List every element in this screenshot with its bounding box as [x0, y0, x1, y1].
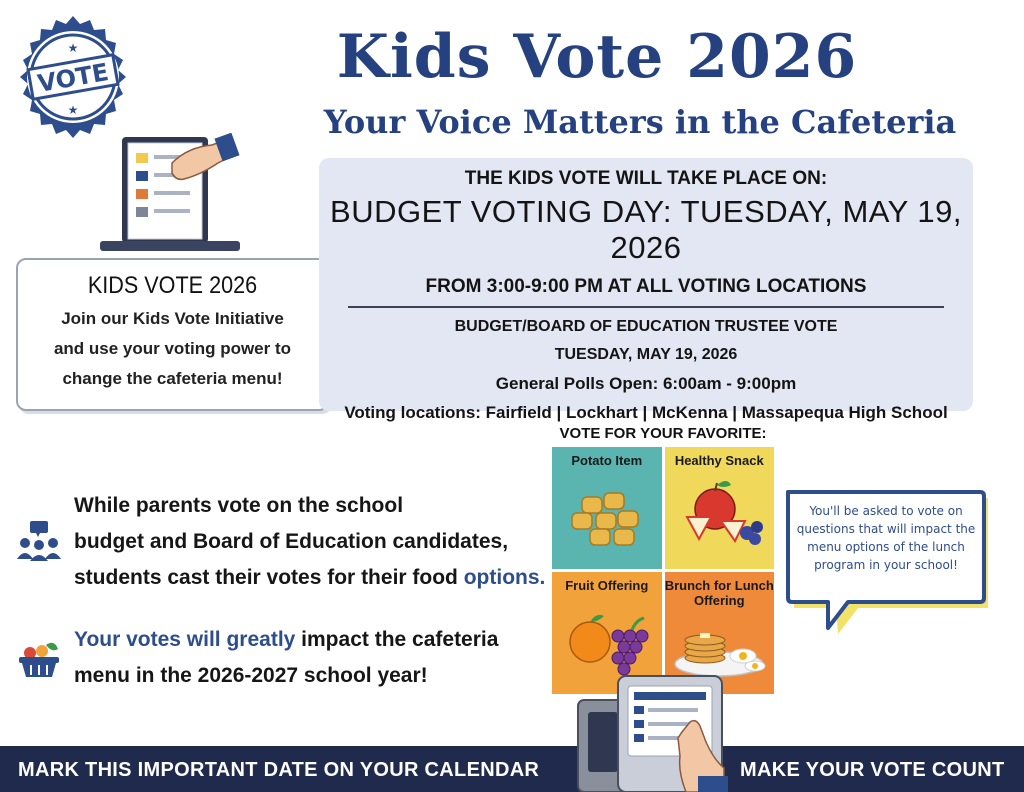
info-date-headline: BUDGET VOTING DAY: TUESDAY, MAY 19, 2026: [330, 194, 962, 265]
card-line-2: and use your voting power to: [53, 339, 292, 358]
event-info-box: [319, 158, 973, 422]
food-option-potato: [552, 447, 662, 569]
footer-vote-count: MAKE YOUR VOTE COUNT: [740, 759, 1005, 781]
stamp-text: VOTE: [35, 58, 111, 98]
voting-machine-icon: [574, 672, 734, 792]
food-options-grid: [552, 447, 774, 694]
page-title: Kids Vote 2026: [336, 22, 858, 92]
people-discussion-icon: [16, 519, 62, 565]
kids-vote-card: [16, 258, 329, 411]
bullet1-options: options.: [463, 566, 546, 589]
brunch-label: Brunch for Lunch Offering: [664, 578, 774, 608]
info-time: FROM 3:00-9:00 PM AT ALL VOTING LOCATIONS: [425, 276, 867, 297]
bullet1-line3: students cast their votes for their food: [74, 566, 464, 589]
food-basket-icon: [16, 635, 62, 681]
fruit-label: Fruit Offering: [565, 578, 649, 593]
favorites-label: VOTE FOR YOUR FAVORITE:: [559, 425, 767, 442]
bubble-text: You'll be asked to vote on questions that will impact the menu options of the lunch program in your school!: [796, 504, 976, 572]
info-poll-hours: General Polls Open: 6:00am - 9:00pm: [495, 374, 797, 393]
bullet2-emphasis: Your votes will greatly: [74, 628, 296, 651]
snack-label: Healthy Snack: [674, 453, 764, 468]
svg-text:★: ★: [67, 41, 79, 55]
food-option-snack: [665, 447, 775, 569]
bullet-votes-impact: [16, 622, 498, 694]
bullet-parents-vote: [16, 488, 545, 596]
svg-text:★: ★: [67, 103, 79, 117]
info-locations: Voting locations: Fairfield | Lockhart | McKenna | Massapequa High School: [344, 403, 948, 422]
bullet2-line1: impact the cafeteria: [295, 628, 499, 651]
divider: [348, 306, 944, 308]
ballot-icon: [100, 133, 240, 258]
footer-calendar-note: MARK THIS IMPORTANT DATE ON YOUR CALENDAR: [18, 759, 540, 781]
info-intro: THE KIDS VOTE WILL TAKE PLACE ON:: [464, 168, 828, 189]
potato-label: Potato Item: [571, 453, 643, 468]
info-vote-date: TUESDAY, MAY 19, 2026: [554, 346, 738, 363]
card-title: KIDS VOTE 2026: [87, 272, 258, 299]
card-line-3: change the cafeteria menu!: [62, 369, 283, 388]
bullet1-line1: While parents vote on the school: [74, 494, 404, 517]
card-line-1: Join our Kids Vote Initiative: [61, 309, 284, 328]
bullet1-line2: budget and Board of Education candidates,: [74, 530, 509, 553]
info-vote-type: BUDGET/BOARD OF EDUCATION TRUSTEE VOTE: [454, 318, 838, 335]
page-subtitle: Your Voice Matters in the Cafeteria: [323, 103, 957, 141]
bullet2-line2: menu in the 2026-2027 school year!: [74, 664, 428, 687]
